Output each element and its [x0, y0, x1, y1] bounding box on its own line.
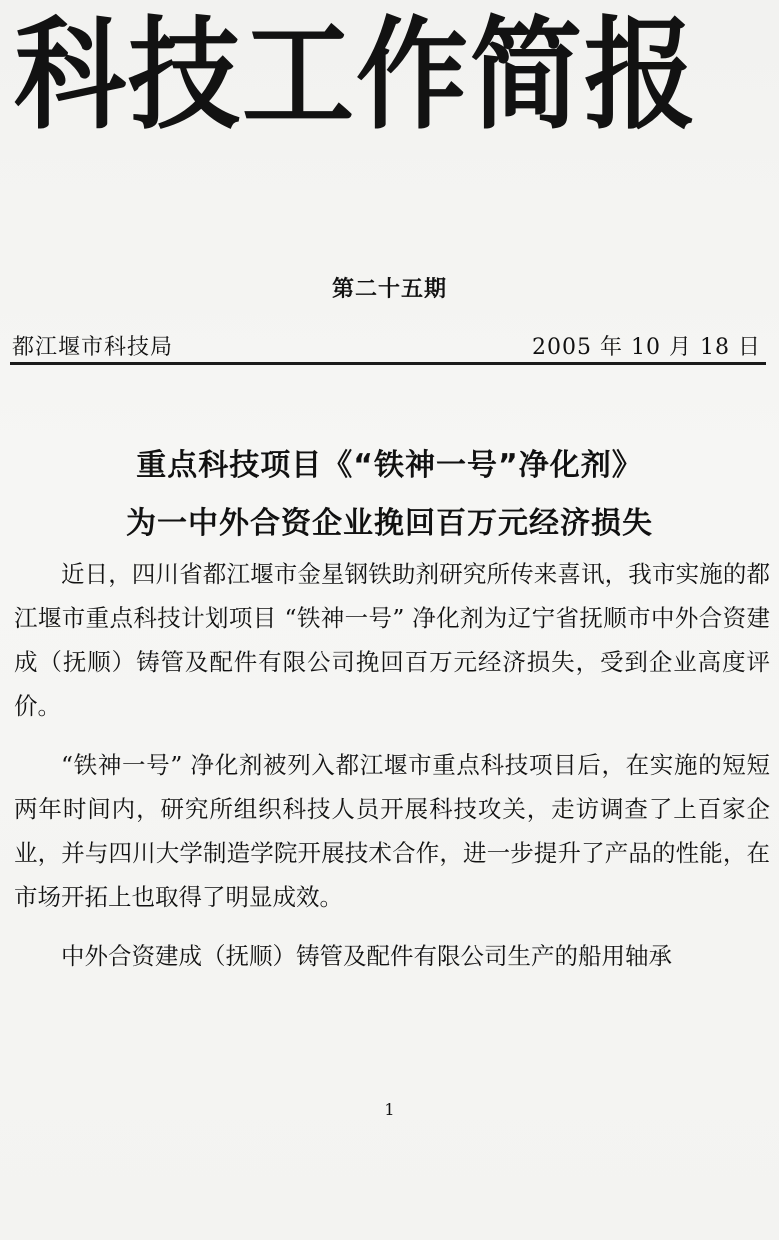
- publisher-row: [12, 330, 765, 362]
- headline-line-2: 为一中外合资企业挽回百万元经济损失: [126, 506, 653, 541]
- article-body: [14, 552, 770, 993]
- publish-date: 2005 年 10 月 18 日: [532, 335, 761, 360]
- headline-line-1: 重点科技项目《“铁神一号”净化剂》: [136, 448, 643, 483]
- paragraph: 近日，四川省都江堰市金星钢铁助剂研究所传来喜讯，我市实施的都江堰市重点科技计划项目 “铁神一号” 净化剂为辽宁省抚顺市中外合资建成（抚顺）铸管及配件有限公司挽回百万元经济损失，受到企业高度评价。: [14, 560, 770, 720]
- page-number: 1: [384, 1100, 395, 1119]
- paragraph: 中外合资建成（抚顺）铸管及配件有限公司生产的船用轴承: [61, 942, 672, 970]
- paragraph: “铁神一号” 净化剂被列入都江堰市重点科技项目后，在实施的短短两年时间内，研究所组织科技人员开展科技攻关，走访调查了上百家企业，并与四川大学制造学院开展技术合作，进一步提升了产品的性能，在市场开拓上也取得了明显成效。: [14, 751, 770, 911]
- masthead-title: 科技工作简报: [14, 6, 698, 147]
- header-divider: [10, 362, 766, 365]
- publisher-name: 都江堰市科技局: [12, 335, 174, 360]
- issue-number: 第二十五期: [331, 276, 447, 302]
